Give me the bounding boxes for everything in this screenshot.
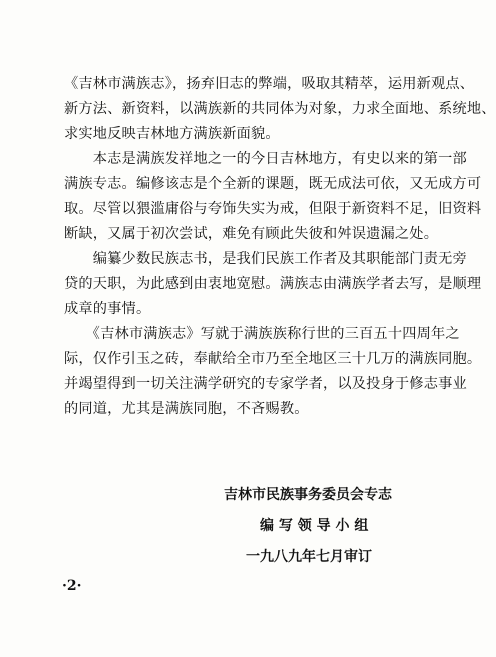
text-line: 贷的天职，为此感到由衷地宽慰。满族志由满族学者去写，是顺理 <box>64 276 482 292</box>
text-line: 的同道，尤其是满族同胞，不吝赐教。 <box>64 401 309 417</box>
paragraph-2 <box>64 147 482 247</box>
text-line: 《吉林市满族志》写就于满族族称行世的三百五十四周年之 <box>64 326 460 342</box>
text-line: 取。尽管以猥滥庸俗与夸饰失实为戒，但限于新资料不足，旧资料 <box>64 201 482 217</box>
paragraph-4 <box>64 322 482 422</box>
page-number: ·2· <box>62 578 82 594</box>
text-line: 成章的事情。 <box>64 301 151 317</box>
text-line: 本志是满族发祥地之一的今日吉林地方，有史以来的第一部 <box>64 151 467 167</box>
signature-organization: 吉林市民族事务委员会专志 <box>224 487 392 503</box>
paragraph-3 <box>64 247 482 322</box>
paragraph-1 <box>64 72 496 147</box>
text-line: 《吉林市满族志》，扬弃旧志的弊端，吸取其精萃，运用新观点、 <box>64 76 475 92</box>
text-line: 满族专志。编修该志是个全新的课题，既无成法可依，又无成方可 <box>64 176 482 192</box>
text-line: 断缺，又属于初次尝试，难免有顾此失彼和舛误遗漏之处。 <box>64 226 439 242</box>
text-line: 际，仅作引玉之砖，奉献给全市乃至全地区三十几万的满族同胞。 <box>64 351 482 367</box>
text-line: 新方法、新资料，以满族新的共同体为对象，力求全面地、系统地、 <box>64 101 496 117</box>
text-line: 求实地反映吉林地方满族新面貌。 <box>64 126 280 142</box>
text-line: 编纂少数民族志书，是我们民族工作者及其职能部门责无旁 <box>64 251 467 267</box>
signature-date: 一九八九年七月审订 <box>246 549 372 565</box>
text-line: 并竭望得到一切关注满学研究的专家学者，以及投身于修志事业 <box>64 376 467 392</box>
signature-group: 编 写 领 导 小 组 <box>260 518 369 534</box>
